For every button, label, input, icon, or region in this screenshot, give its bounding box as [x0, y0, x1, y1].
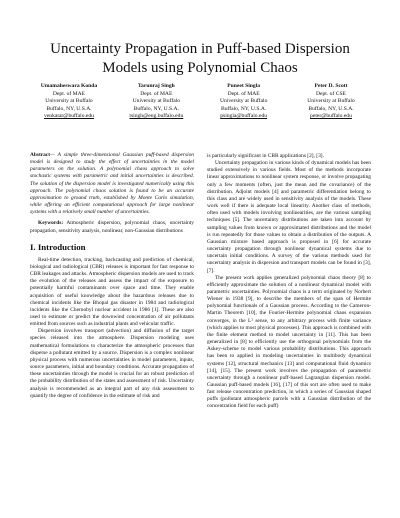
keywords	[30, 220, 194, 234]
section-heading: I. Introduction	[30, 241, 86, 252]
author-name: Umamaheswara Konda	[40, 83, 98, 89]
author-city: Buffalo, NY, U.S.A.	[308, 105, 354, 112]
right-paragraph-3: The present work applies generalized polynomial chaos theory [8] to efficiently approximate the solution of a nonlinear dynamical model with parametric uncertainties. Polynomial chaos is a term originated by Norbert Wiener in 1938 [9], to describe the members of the span of Hermite polynomial functionals of a Gaussian process. According to the Cameron-Martin Theorem [10], the Fourier-Hermite polynomial chaos expansion converges, in the L² sense, to any arbitrary process with finite variance (which applies to most physical processes). This approach is combined with the finite element method to model uncertainty in [11]. This has been generalized in [8] to efficiently use the orthogonal polynomials from the Askey-scheme to model various probability distributions. This approach has been to applied in modeling uncertainties in multibody dynamical systems [12], structural mechanics [13] and computational fluid dynamics [14], [15]. The present work involves the propagation of parametric uncertainty through a nonlinear puff-based Lagrangian dispersion model. Gaussian puff-based models [16], [17] of this sort are often used to make fast release concentration prediction, in which a series of Gaussian shaped puffs (pollutant atmospheric parcels with a Gaussian distribution of the concentration field for each puff)	[207, 274, 371, 410]
right-column	[207, 153, 371, 411]
paper-title	[20, 40, 380, 78]
author-block	[26, 83, 374, 121]
author-email[interactable]: psingla@buffalo.edu	[220, 113, 268, 120]
intro-paragraph-2: Dispersion involves transport (advection) and diffusion of the target species released into the atmosphere. Dispersion modeling uses mathematical formulations to characterize the atmospheric processes that disperse a pollutant emitted by a source. Dispersion is a complex nonlinear physical process with numerous uncertainties in model parameters, inputs, source parameters, initial and boundary conditions. Accurate propagation of these uncertainties through the model is crucial for an robust prediction of the probability distribution of the states and assessment of risk. Uncertainty analysis is recommended as an integral part of any risk assessment to quantify the degree of confidence in the estimate of risk and	[30, 328, 194, 399]
abstract	[30, 152, 194, 216]
author-email[interactable]: venkatar@buffalo.edu	[44, 113, 94, 120]
author-city: Buffalo, NY, U.S.A.	[220, 105, 267, 112]
title-line-2: Models using Polynomial Chaos	[102, 60, 298, 76]
author-1	[26, 83, 112, 121]
intro-paragraph-1: Real-time detection, tracking, backcasting and prediction of chemical, biological and radiological (CBR) releases is important for fast response to CBR leakages and attacks. Atmospheric dispersion models are used to track the evolution of the releases and assess the impact of the exposure to potentially harmful contaminants over space and time. They enable acquisition of useful knowledge about the hazardous releases due to chemical incidents like the Bhopal gas disaster in 1984 and radiological incidents like the Chernobyl nuclear accident in 1986 [1]. These are also used to estimate or predict the downwind concentration of air pollutants emitted from sources such as industrial plants and vehicular traffic.	[30, 256, 194, 328]
author-4	[288, 83, 374, 121]
right-paragraph-1: is particularly significant in CBR applications [2], [3].	[207, 153, 324, 159]
author-name: Tarunraj Singh	[137, 83, 175, 89]
author-email[interactable]: peter@buffalo.edu	[310, 113, 352, 120]
author-univ: University at Buffalo	[132, 98, 181, 105]
abstract-text: — A simple three-dimensional Gaussian puff-based dispersion model is designed to study the effect of uncertainties in the model parameters on the solution. A polynomial chaos approach to solve stochastic systems with parametric and initial uncertainties is described. The solution of the dispersion model is investigated numerically using this approach. The polynomial chaos solution is found to be an accurate approximation to ground truth, established by Monte Carlo simulation, while offering an efficient computational approach for large nonlinear systems with a relatively small number of uncertainties.	[30, 152, 194, 216]
author-univ: University at Buffalo	[219, 98, 268, 105]
author-2	[113, 83, 199, 121]
author-univ: University at Buffalo	[307, 98, 355, 105]
author-dept: Dept. of MAE	[227, 90, 260, 97]
author-email[interactable]: tsingh@eng.buffalo.edu	[129, 113, 184, 120]
right-paragraph-2: Uncertainty propagation in various kinds of dynamical models has been studied extensively in various fields. Most of the methods incorporate linear approximations to nonlinear system response, or involve propagating only a few moments (often, just the mean and the covariance) of the distribution. Adjoint models [4] and parametric differentiation belong to this class and are widely used in sensitivity analysis of the models. These work well if there is adequate local linearity. Another class of methods, often used with models involving nonlinearities, are the various sampling techniques [5]. The uncertainty distributions are taken into account by sampling values from known or approximated distributions and the model is run repeatedly for those values to obtain a distribution of the outputs. A Gaussian mixture based approach is proposed in [6] for accurate uncertainty propagation through nonlinear dynamical systems due to uncertain initial conditions. A survey of the various methods used for uncertainty analysis in dispersion and transport models can be found in [3], [7].	[207, 160, 371, 274]
author-univ: University at Buffalo	[45, 98, 93, 105]
author-dept: Dept. of MAE	[140, 90, 173, 97]
title-line-1: Uncertainty Propagation in Puff-based Dispersion	[50, 41, 350, 57]
author-dept: Dept. of MAE	[52, 90, 86, 97]
author-city: Buffalo, NY, U.S.A.	[133, 105, 179, 112]
author-3	[201, 83, 287, 121]
author-city: Buffalo, NY, U.S.A.	[46, 105, 92, 112]
keywords-text: Atmospheric dispersion, polynomial chaos, uncertainty propagation, sensitivity analysis, nonlinear, non-Gaussian distributions	[30, 220, 194, 234]
author-dept: Dept. of CSE	[315, 90, 346, 97]
author-name: Puneet Singla	[227, 83, 261, 89]
keywords-label: Keywords:	[38, 220, 64, 227]
author-name: Peter D. Scott	[314, 83, 348, 89]
abstract-label: Abstract	[30, 152, 51, 158]
left-column	[30, 152, 194, 400]
